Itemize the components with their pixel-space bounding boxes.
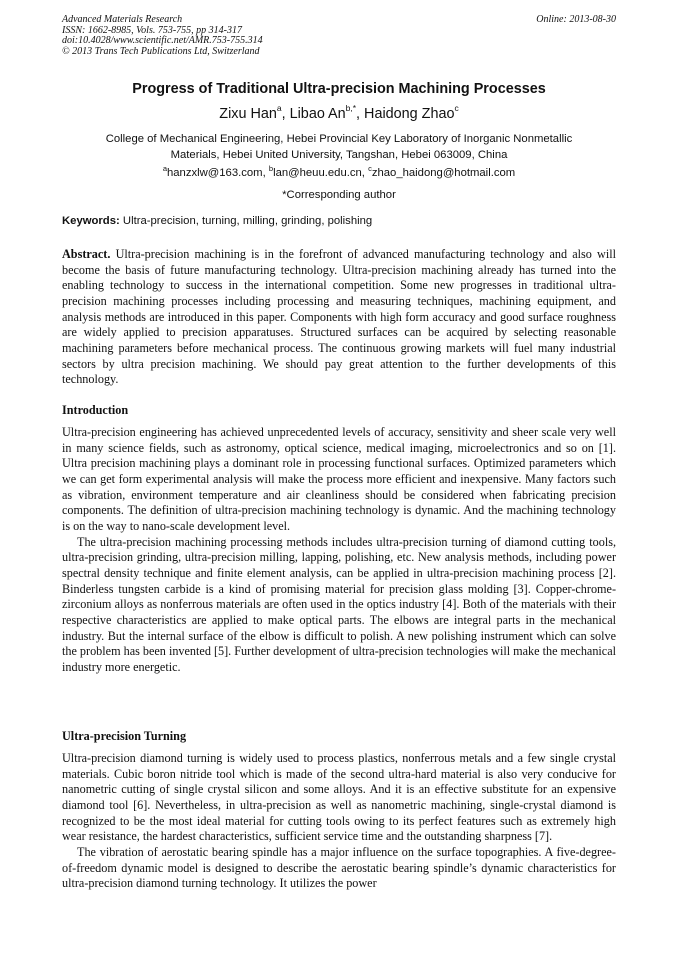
author-name: Haidong Zhao <box>364 106 455 122</box>
introduction-body <box>62 425 616 676</box>
keywords-text: Ultra-precision, turning, milling, grinding, polishing <box>122 215 373 227</box>
author-list: Zixu Han$^a$, Libao $An^{b,*}$, Haidong Zhao$^c$ <box>219 103 459 122</box>
journal-name: Advanced Materials Research <box>62 14 183 25</box>
paper-title: Progress of Traditional Ultra-precision Machining Processes <box>132 81 546 97</box>
email-link[interactable]: zhao_haidong@hotmail.com <box>371 167 516 179</box>
email-mark: a <box>162 164 167 173</box>
abstract-paragraph <box>62 247 616 388</box>
journal-header <box>62 15 616 57</box>
abstract-text: Ultra-precision machining is in the forefront of advanced manufacturing technology and also will become the basis of future manufacturing technology. Ultra-precision machining already has turned into the enabling technology to success in the international competition. Some new progresses in traditional ultra-precision machining processes including processing and measuring techniques, machining equipment, and analysis methods are introduced in this paper. Components with high form accuracy and good surface roughness are widely applied to precision apparatuses. Structured surfaces can be acquired by selecting reasonable machining parameters before mechanical process. The continuous growing markets will fuel many industrial sectors by ultra precision machining. We should pay great attention to the further developments of this technology. <box>62 247 616 387</box>
author-affil-mark: b,* <box>345 103 357 113</box>
doi-line: doi:10.4028/www.scientific.net/AMR.753-755.314 <box>62 35 263 46</box>
abstract-label: Abstract. <box>62 247 111 261</box>
body-paragraph: Ultra-precision diamond turning is widely used to process plastics, nonferrous metals and a few single crystal materials. Cubic boron nitride tool which is made of the second ultra-hard material is also very conducive for nanometric cutting of single crystal silicon and some alloys. And it is an effective substitute for an expensive diamond tool [6]. Nevertheless, in ultra-precision as well as nanometric machining, single-crystal diamond is recognized to be the most ideal material for cutting tools owing to its perfect features such as extremely high wear resistance, the hardest characteristics, sufficient service time and the outstanding sharpness [7]. <box>62 751 616 844</box>
email-mark: c <box>368 164 372 173</box>
affiliation-line: College of Mechanical Engineering, Hebei Provincial Key Laboratory of Inorganic Nonmetallic <box>105 133 573 145</box>
turning-body <box>62 751 616 892</box>
author-affil-mark: a <box>276 103 282 113</box>
author-name: Libao An <box>289 106 346 122</box>
author-affil-mark: c <box>454 103 459 113</box>
online-date: Online: 2013-08-30 <box>536 14 616 25</box>
section-heading: Ultra-precision Turning <box>62 729 187 743</box>
abstract <box>62 247 616 388</box>
corresponding-author-note: *Corresponding author <box>282 189 396 201</box>
keywords <box>62 214 616 229</box>
section-heading: Introduction <box>62 403 129 417</box>
body-paragraph: The ultra-precision machining processing methods includes ultra-precision turning of diamond cutting tools, ultra-precision grinding, ultra-precision milling, lapping, polishing, etc. New analysis methods, including power spectral density technique and finite element analysis, can be applied in ultra-precision machining process [2]. Binderless tungsten carbide is a kind of promising material for precision glass molding [3]. Copper-chrome-zirconium alloys as nonferrous materials are often used in the optics industry [4]. Both of the materials with their respective characteristics are applied to make optical parts. The elbows are integral parts in the mechanical industry. But the internal surface of the elbow is difficult to polish. A new polishing instrument which can solve the problem has been invented [5]. Further development of ultra-precision technologies will make the mechanical industry more energetic. <box>62 534 617 674</box>
email-list: $^a$hanzxlw@163.com, $^b$lan@heuu.edu.cn, $^c$zhao_haidong@hotmail.com <box>162 164 516 179</box>
copyright-line: © 2013 Trans Tech Publications Ltd, Switzerland <box>62 45 260 57</box>
affiliation <box>62 132 616 163</box>
keywords-label: Keywords: <box>62 215 120 227</box>
author-name: Zixu Han <box>219 106 277 122</box>
email-link[interactable]: hanzxlw@163.com <box>166 167 263 179</box>
body-paragraph: Ultra-precision engineering has achieved unprecedented levels of accuracy, sensitivity and sheer scale very well in many science fields, such as astronomy, optical science, medical imaging, microelectronics and so on [1]. Ultra precision machining plays a dominant role in processing functional surfaces. Optimized parameters which we can get form experimental analysis will make the process more efficient and inexpensive. Many factors such as vibration, environment temperature and air cleanliness should be considered when fabricating precision components. The definition of ultra-precision machining technology is dynamic. And the machining technology is on the way to nano-scale development level. <box>62 425 616 533</box>
body-paragraph: The vibration of aerostatic bearing spindle has a major influence on the surface topographies. A five-degree-of-freedom dynamic model is designed to describe the aerostatic bearing spindle’s dynamic characteristics for ultra-precision diamond turning technology. It utilizes the power <box>62 844 616 891</box>
email-mark: b <box>268 164 274 173</box>
issn-line: ISSN: 1662-8985, Vols. 753-755, pp 314-317 <box>62 24 242 36</box>
affiliation-line: Materials, Hebei United University, Tangshan, Hebei 063009, China <box>170 148 508 161</box>
email-link[interactable]: lan@heuu.edu.cn <box>273 167 362 179</box>
